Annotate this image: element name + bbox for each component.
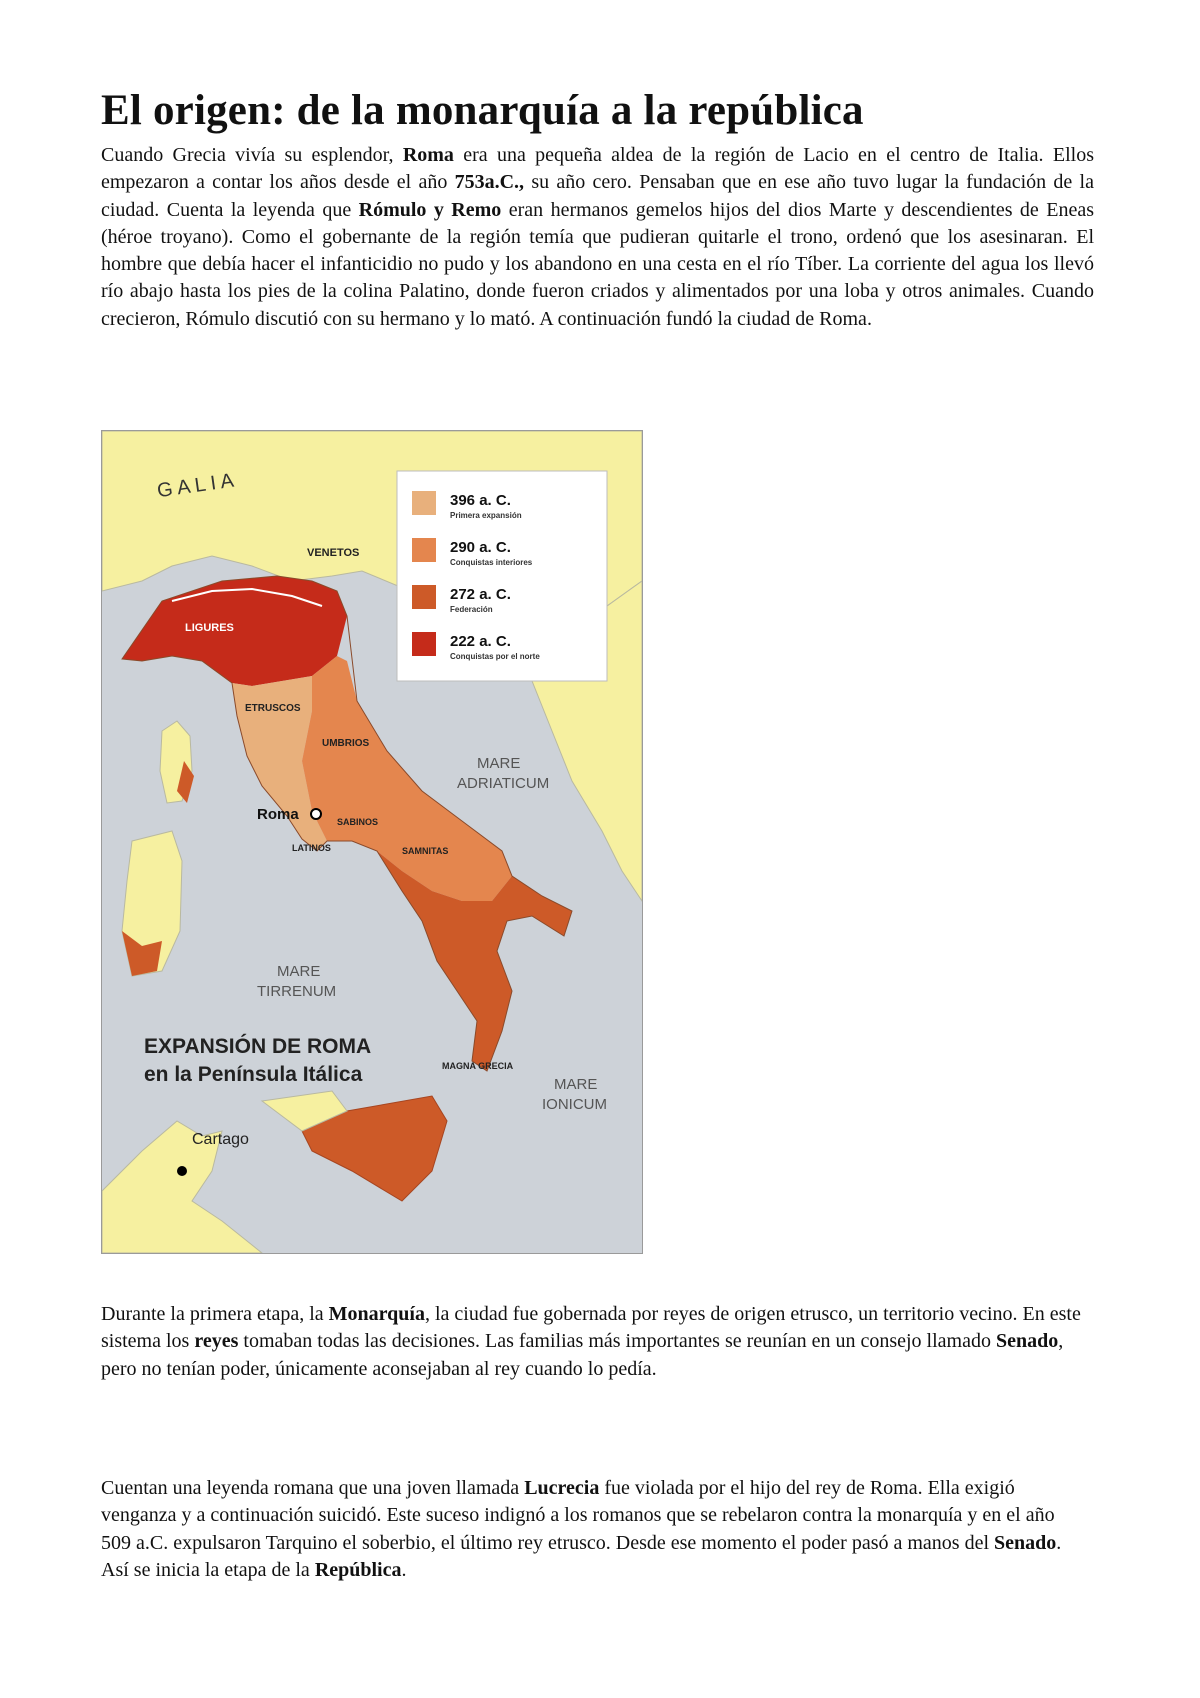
legend-year: 396 a. C. (450, 492, 511, 509)
legend-swatch (412, 632, 436, 656)
text-run: era una pequeña aldea de la región de Lacio en el centro de Italia. Ellos empezaron a contar los años desde el año (101, 144, 1094, 194)
bold-term-lucrecia: Lucrecia (524, 1477, 600, 1499)
bold-term-year: 753a.C., (454, 171, 525, 194)
text-run: fue violada por el hijo del rey de Roma. Ella exigió venganza y a continuación suicidó. Este suceso indignó a los romanos que se rebelaron contra la monarquía y en el año 509 a.C. expulsaron Tarquino el soberbio, el último rey etrusco. Desde ese momento el poder pasó a manos del (101, 1477, 1055, 1554)
legend-year: 222 a. C. (450, 633, 511, 650)
text-run: Cuando Grecia vivía su esplendor, (101, 144, 403, 166)
legend-caption: Conquistas interiores (450, 558, 533, 567)
cartago-dot (177, 1166, 187, 1176)
label-mare-adriaticum-2: ADRIATICUM (457, 775, 550, 792)
paragraph-origin-legend (101, 142, 1094, 333)
map-expansion-roma (101, 430, 643, 1254)
label-etruscos: ETRUSCOS (245, 703, 301, 714)
paragraph-republica (101, 1475, 1081, 1584)
label-galia: G A L I A (155, 469, 236, 503)
legend-caption: Primera expansión (450, 511, 522, 520)
text-run: Durante la primera etapa, la (101, 1303, 329, 1325)
bold-term-senado: Senado (994, 1531, 1057, 1554)
text-run: . Así se inicia la etapa de la (101, 1531, 1062, 1581)
text-run: . (401, 1558, 407, 1581)
label-umbrios: UMBRIOS (322, 738, 370, 749)
text-run: eran hermanos gemelos hijos del dios Marte y descendientes de Eneas (héroe troyano). Como el gobernante de la región temía que pudieran quitarle el trono, ordenó que los asesinaran. El hombre que debía hacer el infanticidio no pudo y los abandono en una cesta en el río Tíber. La corriente del agua los llevó río abajo hasta los pies de la colina Palatino, donde fueron criados y alimentados por una loba y otros animales. Cuando crecieron, Rómulo discutió con su hermano y lo mató. A continuación fundó la ciudad de Roma. (101, 198, 1095, 330)
text-run: , la ciudad fue gobernada por reyes de origen etrusco, un territorio vecino. En este sistema los (101, 1303, 1081, 1353)
bold-term-monarquia: Monarquía (328, 1303, 425, 1325)
paragraph-monarquia (101, 1301, 1081, 1383)
bold-term-reyes: reyes (194, 1330, 239, 1353)
legend-caption: Federación (450, 605, 493, 614)
text-run: su año cero. Pensaban que en ese año tuvo lugar la fundación de la ciudad. Cuenta la leyenda que (101, 171, 1094, 221)
legend-swatch (412, 491, 436, 515)
page-title: El origen: de la monarquía a la república (101, 87, 864, 134)
label-venetos: VENETOS (307, 547, 360, 559)
label-sabinos: SABINOS (337, 817, 379, 827)
label-mare-ionicum-2: IONICUM (542, 1096, 607, 1113)
label-mare-tirrenum-2: TIRRENUM (257, 983, 337, 1000)
text-run: , pero no tenían poder, únicamente aconsejaban al rey cuando lo pedía. (101, 1330, 1064, 1380)
label-latinos: LATINOS (292, 843, 331, 853)
bold-term-roma: Roma (402, 144, 454, 166)
roma-dot (311, 809, 321, 819)
label-mare-ionicum-1: MARE (554, 1076, 598, 1093)
label-mare-adriaticum-1: MARE (477, 755, 521, 772)
label-magna-grecia: MAGNA GRECIA (442, 1061, 514, 1071)
label-mare-tirrenum-1: MARE (277, 963, 321, 980)
map-title-line2: en la Península Itálica (144, 1063, 363, 1086)
label-cartago: Cartago (192, 1131, 249, 1148)
legend-swatch (412, 538, 436, 562)
label-samnitas: SAMNITAS (402, 846, 449, 856)
legend-year: 272 a. C. (450, 586, 511, 603)
legend-caption: Conquistas por el norte (450, 652, 540, 661)
legend-swatch (412, 585, 436, 609)
bold-term-republica: República (314, 1558, 402, 1581)
text-run: tomaban todas las decisiones. Las familias más importantes se reunían en un consejo llamado (238, 1330, 996, 1353)
map-title-line1: EXPANSIÓN DE ROMA (144, 1035, 372, 1058)
label-roma: Roma (257, 806, 299, 823)
bold-term-senado: Senado (995, 1330, 1059, 1353)
legend-year: 290 a. C. (450, 539, 511, 556)
bold-term-romulo-remo: Rómulo y Remo (358, 198, 502, 221)
text-run: Cuentan una leyenda romana que una joven llamada (101, 1477, 525, 1499)
label-ligures: LIGURES (185, 622, 234, 634)
